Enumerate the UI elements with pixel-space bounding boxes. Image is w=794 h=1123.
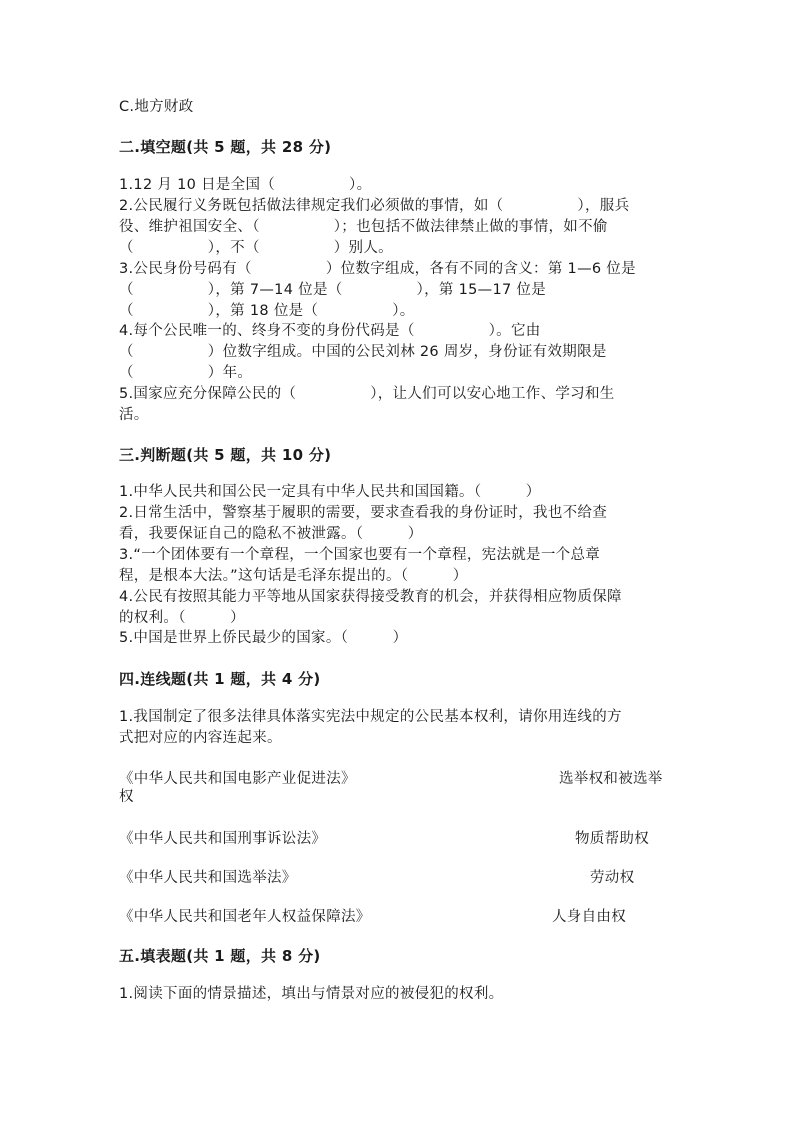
fill-blank-line: （ ）位数字组成。中国的公民刘林 26 周岁，身份证有效期限是 xyxy=(119,344,607,360)
matching-intro-line: 式把对应的内容连起来。 xyxy=(119,730,282,746)
matching-left-item: 《中华人民共和国电影产业促进法》 xyxy=(119,771,356,787)
section-2-heading: 二.填空题(共 5 题，共 28 分) xyxy=(119,138,332,156)
matching-intro-line: 1.我国制定了很多法律具体落实宪法中规定的公民基本权利，请你用连线的方 xyxy=(119,709,622,725)
section-5-heading: 五.填表题(共 1 题，共 8 分) xyxy=(119,947,321,965)
fill-blank-line: （ ）年。 xyxy=(119,365,253,381)
judge-line: 的权利。（ ） xyxy=(119,610,245,626)
table-fill-intro: 1.阅读下面的情景描述，填出与情景对应的被侵犯的权利。 xyxy=(119,986,504,1002)
matching-left-item: 《中华人民共和国选举法》 xyxy=(119,870,297,886)
fill-blank-line: 役、维护祖国安全、（ ）；也包括不做法律禁止做的事情，如不偷 xyxy=(119,219,608,235)
judge-line: 程，是根本大法。”这句话是毛泽东提出的。（ ） xyxy=(119,568,468,584)
matching-right-item: 物质帮助权 xyxy=(575,831,649,847)
matching-left-item: 《中华人民共和国老年人权益保障法》 xyxy=(119,909,371,925)
matching-right-item: 劳动权 xyxy=(590,870,635,886)
matching-right-item: 人身自由权 xyxy=(552,909,626,925)
fill-blank-line: （ ），第 18 位是（ ）。 xyxy=(119,303,415,319)
fill-blank-line: 活。 xyxy=(119,407,149,423)
section-4-heading: 四.连线题(共 1 题，共 4 分) xyxy=(119,670,321,688)
judge-line: 1.中华人民共和国公民一定具有中华人民共和国国籍。（ ） xyxy=(119,484,541,500)
matching-right-item: 选举权和被选举 xyxy=(559,771,663,787)
fill-blank-line: 2.公民履行义务既包括做法律规定我们必须做的事情，如（ ），服兵 xyxy=(119,198,630,214)
option-c: C.地方财政 xyxy=(119,99,194,115)
fill-blank-line: 1.12 月 10 日是全国（ ）。 xyxy=(119,177,372,193)
fill-blank-line: 4.每个公民唯一的、终身不变的身份代码是（ ）。它由 xyxy=(119,323,541,339)
judge-line: 2.日常生活中，警察基于履职的需要，要求查看我的身份证时，我也不给查 xyxy=(119,505,608,521)
section-3-heading: 三.判断题(共 5 题，共 10 分) xyxy=(119,446,332,464)
judge-line: 5.中国是世界上侨民最少的国家。（ ） xyxy=(119,630,408,646)
judge-line: 4.公民有按照其能力平等地从国家获得接受教育的机会，并获得相应物质保障 xyxy=(119,589,622,605)
judge-line: 3.“一个团体要有一个章程，一个国家也要有一个章程，宪法就是一个总章 xyxy=(119,547,601,563)
matching-right-item-wrap: 权 xyxy=(119,789,134,805)
fill-blank-line: 3.公民身份号码有（ ）位数字组成，各有不同的含义：第 1—6 位是 xyxy=(119,261,636,277)
fill-blank-line: （ ），第 7—14 位是（ ），第 15—17 位是 xyxy=(119,282,547,298)
matching-left-item: 《中华人民共和国刑事诉讼法》 xyxy=(119,831,327,847)
judge-line: 看，我要保证自己的隐私不被泄露。（ ） xyxy=(119,526,423,542)
fill-blank-line: 5.国家应充分保障公民的（ ），让人们可以安心地工作、学习和生 xyxy=(119,386,615,402)
fill-blank-line: （ ），不（ ）别人。 xyxy=(119,240,393,256)
